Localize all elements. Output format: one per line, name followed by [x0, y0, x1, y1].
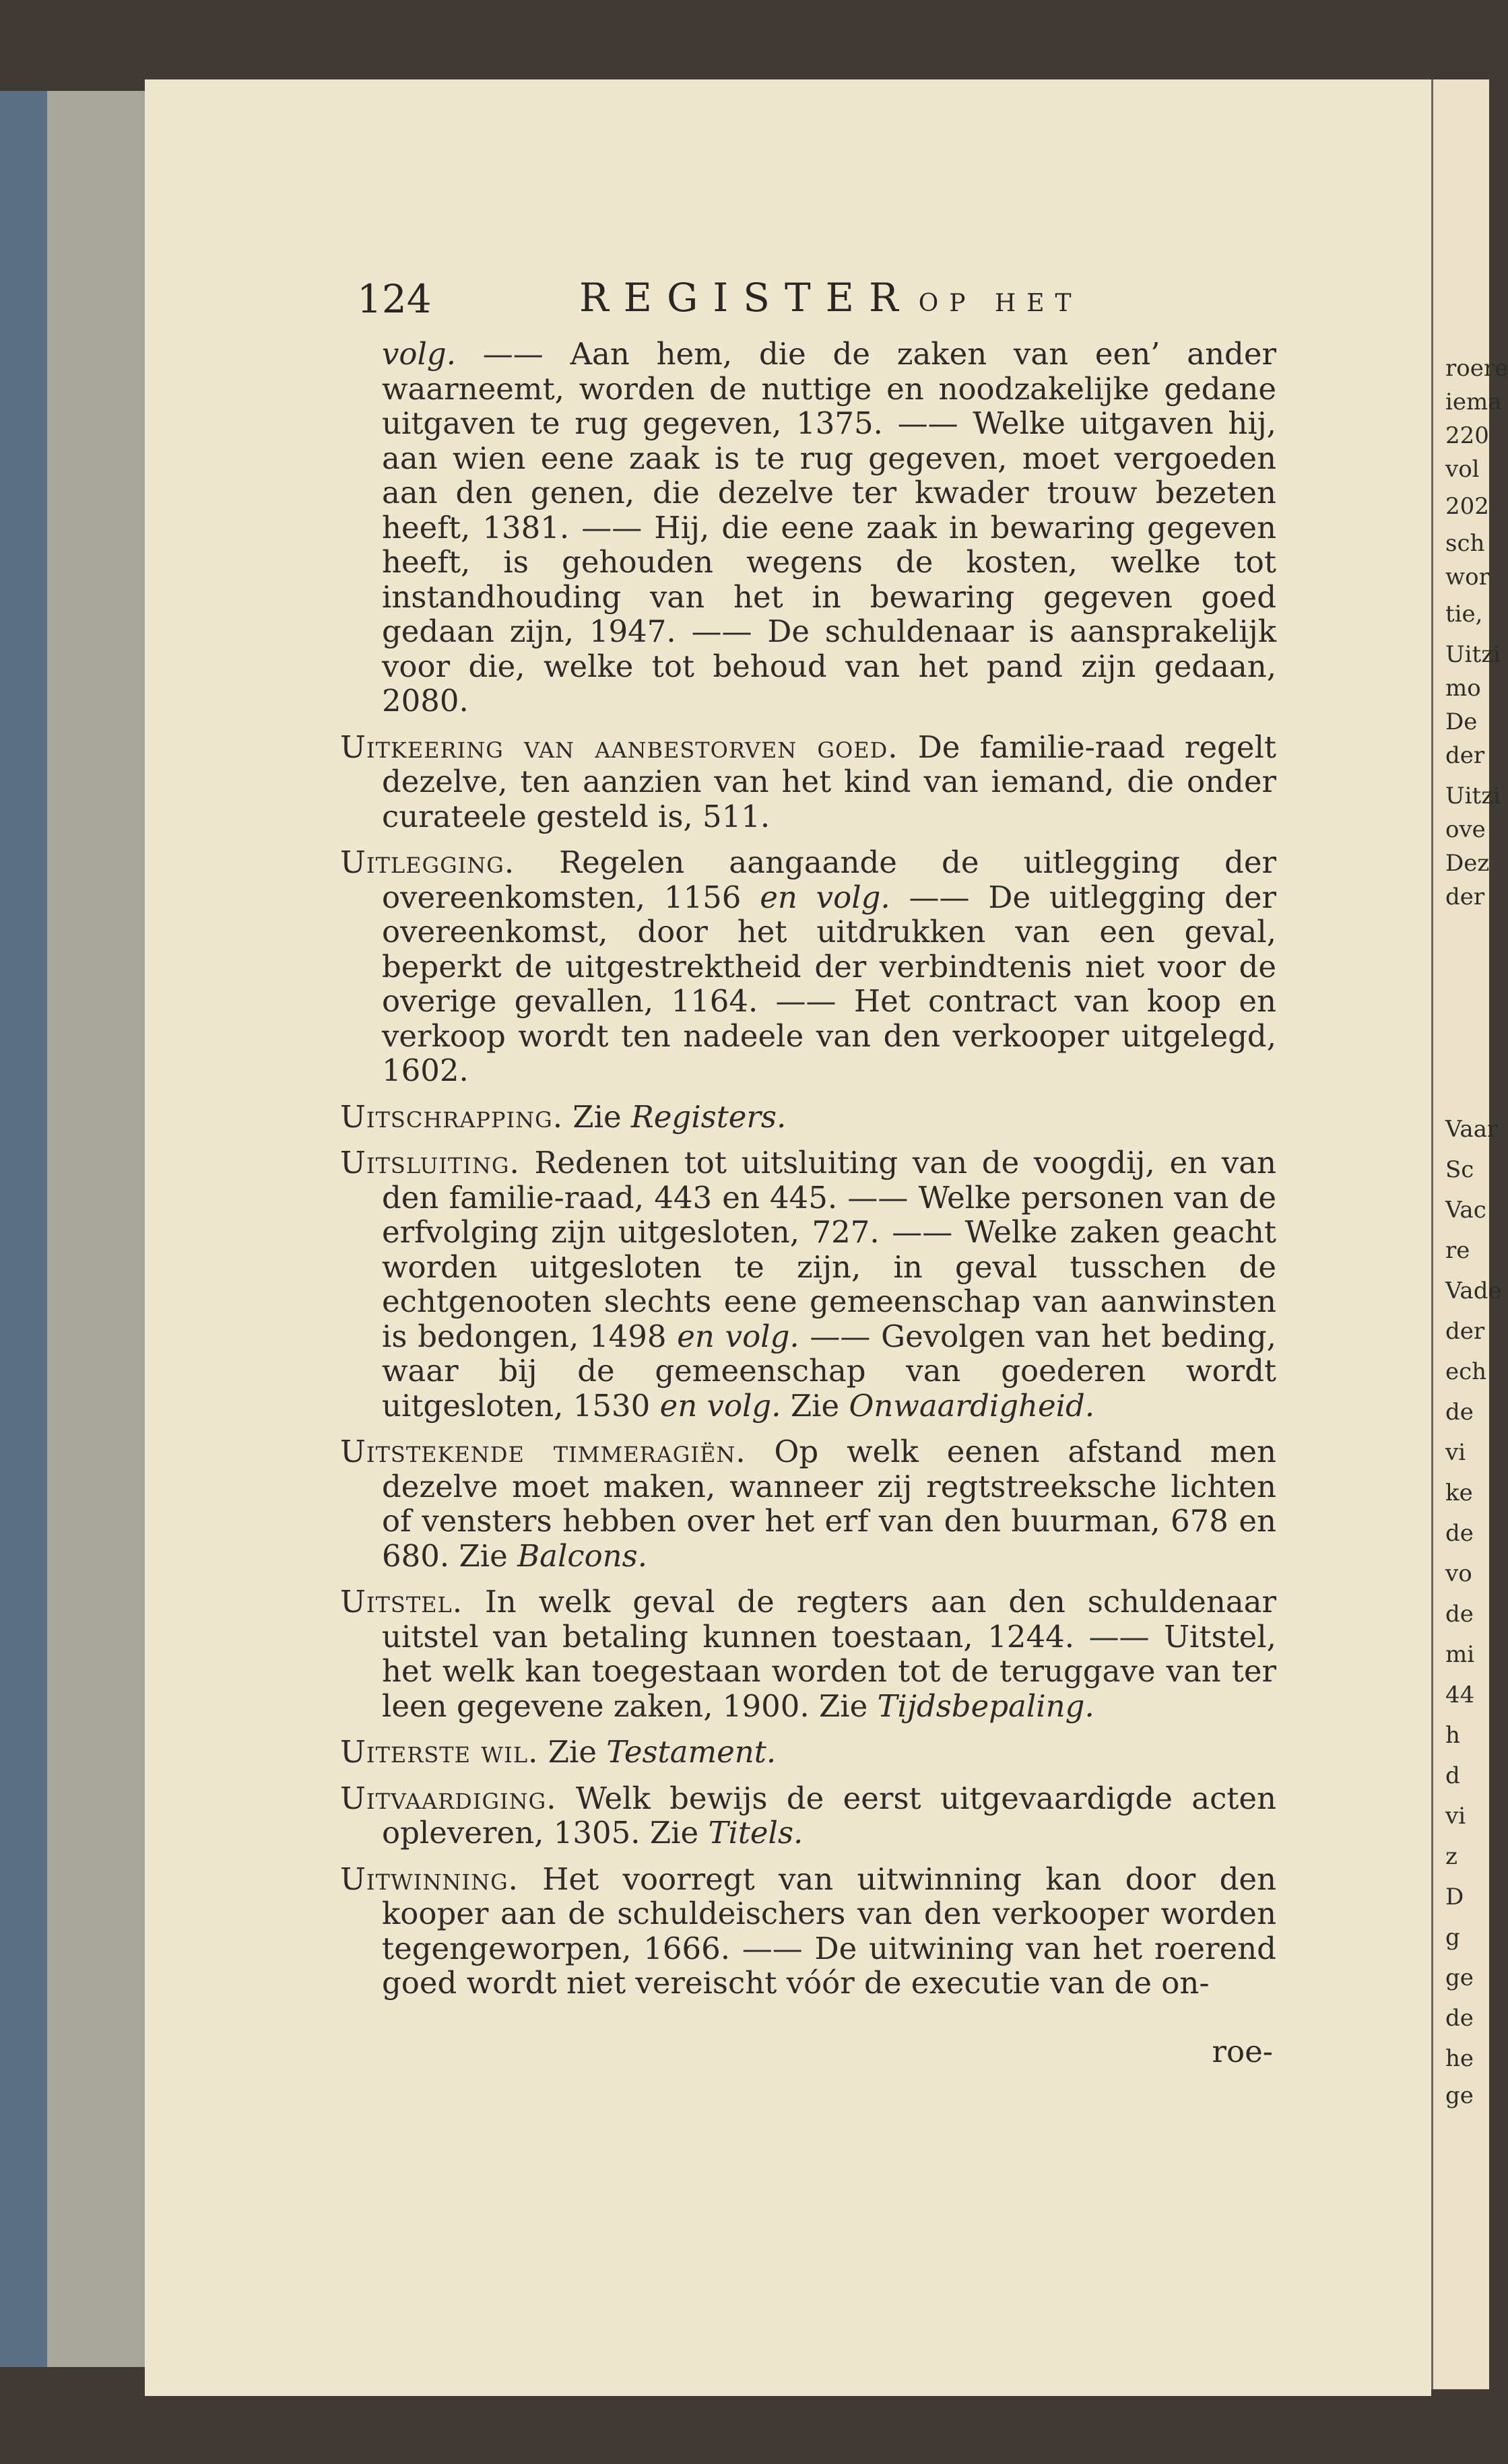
entry-italic-ref: volg. — [382, 336, 457, 372]
register-entry — [340, 1434, 1276, 1573]
facing-page-word: Sc — [1445, 1156, 1474, 1183]
entry-text: Welk bewijs de eerst uitgevaardigde acten opleveren, 1305. Zie — [382, 1780, 1276, 1851]
facing-page-word: ech — [1445, 1358, 1487, 1385]
running-title-main: REGISTER — [579, 275, 913, 321]
facing-page-word: de — [1445, 1399, 1474, 1426]
register-entry — [340, 1781, 1276, 1851]
facing-page-word: Vac — [1445, 1197, 1486, 1224]
entry-text: —— Gevolgen van het beding, waar bij de gemeenschap van goederen wordt uitgesloten, 1530 — [382, 1318, 1276, 1424]
facing-page-word: ge — [1445, 1964, 1474, 1991]
entry-text: Het voorregt van uitwinning kan door den kooper aan de schuldeischers van den verkooper worden tegengeworpen, 1666. —— De uitwining van het roerend goed wordt niet vereischt vóór de executie van de on- — [382, 1861, 1276, 2001]
facing-page-word: de — [1445, 2005, 1474, 2032]
facing-page-word: de — [1445, 1601, 1474, 1628]
facing-page-word: ove — [1445, 816, 1486, 843]
facing-page-word: der — [1445, 742, 1485, 769]
entry-italic-ref: Tijdsbepaling. — [877, 1688, 1094, 1724]
register-entry — [340, 1585, 1276, 1723]
entry-italic-ref: Testament. — [606, 1734, 777, 1770]
facing-page-word: der — [1445, 1318, 1485, 1345]
facing-page-word: Vade — [1445, 1277, 1502, 1304]
entry-heading: Uitkeering van aanbestorven goed. — [340, 729, 898, 765]
register-entry — [340, 1145, 1276, 1423]
entry-text: Op welk eenen afstand men dezelve moet maken, wanneer zij regtstreeksche lichten of vensters hebben over het erf van den buurman, 678 en 680. Zie — [382, 1434, 1276, 1574]
entry-italic-ref: Registers. — [630, 1098, 787, 1135]
facing-page-word: z — [1445, 1843, 1457, 1870]
register-entry — [340, 845, 1276, 1088]
entry-text: Zie — [781, 1387, 849, 1424]
entry-text: In welk geval de regters aan den schuldenaar uitstel van betaling kunnen toestaan, 1244. —— Uitstel, het welk kan toegestaan worden tot de teruggave van ter leen gegevene zaken, 1900. Zie — [382, 1584, 1276, 1724]
facing-page-word: vol — [1445, 456, 1480, 483]
facing-page-word: tie, — [1445, 601, 1483, 628]
facing-page-word: Dez — [1445, 850, 1490, 877]
facing-page-word: roere — [1445, 355, 1508, 382]
page-number: 124 — [357, 276, 432, 322]
facing-page-word: he — [1445, 2045, 1474, 2072]
entry-heading: Uitwinning. — [340, 1861, 519, 1897]
facing-page-word: 202 — [1445, 493, 1489, 520]
register-entry — [340, 730, 1276, 834]
entry-italic-ref: en volg. — [677, 1318, 799, 1354]
facing-page-word: d — [1445, 1762, 1460, 1789]
entry-text: Zie — [563, 1098, 631, 1135]
entry-italic-ref: Balcons. — [517, 1537, 648, 1574]
facing-page-word: re — [1445, 1237, 1470, 1264]
running-title-small: OP HET — [918, 290, 1082, 317]
facing-page-word: wor — [1445, 564, 1490, 591]
register-entry — [340, 337, 1276, 719]
facing-page-word: Uitzi — [1445, 783, 1501, 809]
register-entry — [340, 1735, 1276, 1770]
facing-page-word: ke — [1445, 1479, 1473, 1506]
entry-heading: Uitlegging. — [340, 844, 515, 880]
facing-page-word: Uitzi — [1445, 641, 1501, 668]
entry-text: Regelen aangaande de uitlegging der overeenkomsten, 1156 — [382, 844, 1276, 915]
entry-heading: Uitschrapping. — [340, 1098, 563, 1135]
facing-page-word: 44 — [1445, 1681, 1475, 1708]
register-entry — [340, 1862, 1276, 2001]
facing-page-word: D — [1445, 1884, 1464, 1910]
entry-text: —— Aan hem, die de zaken van een’ ander waarneemt, worden de nuttige en noodzakelijke gedane uitgaven te rug gegeven, 1375. —— Welke uitgaven hij, aan wien eene zaak is te rug gegeven, moet vergoeden aan den genen, die dezelve ter kwader trouw bezeten heeft, 1381. —— Hij, die eene zaak in bewaring gegeven heeft, is gehouden wegens de kosten, welke tot instandhouding van het in bewaring gegeven goed gedaan zijn, 1947. —— De schuldenaar is aansprakelijk voor die, welke tot behoud van het pand zijn gedaan, 2080. — [382, 336, 1276, 719]
facing-page-word: vi — [1445, 1803, 1466, 1830]
entry-text: —— De uitlegging der overeenkomst, door het uitdrukken van een geval, beperkt de uitgestrektheid der verbindtenis niet voor de overige gevallen, 1164. —— Het contract van koop en verkoop wordt ten nadeele van den verkooper uitgelegd, 1602. — [382, 879, 1277, 1088]
cover-edge — [0, 91, 47, 2367]
entry-italic-ref: Onwaardigheid. — [849, 1387, 1095, 1424]
register-entry — [340, 1100, 1276, 1135]
entry-italic-ref: Titels. — [708, 1815, 804, 1851]
running-title — [579, 275, 1082, 321]
entry-heading: Uitvaardiging. — [340, 1780, 557, 1816]
entry-heading: Uiterste wil. — [340, 1734, 539, 1770]
register-entries — [340, 337, 1276, 2012]
facing-page-word: ge — [1445, 2082, 1474, 2109]
entry-heading: Uitstel. — [340, 1584, 463, 1620]
entry-text: De familie-raad regelt dezelve, ten aanzien van het kind van iemand, die onder curateele gesteld is, 511. — [382, 729, 1276, 834]
facing-page-word: vi — [1445, 1439, 1466, 1466]
entry-text: Zie — [538, 1734, 607, 1770]
facing-page-word: Vaar — [1445, 1116, 1499, 1143]
facing-page-word: mi — [1445, 1641, 1475, 1668]
entry-text: Redenen tot uitsluiting van de voogdij, en van den familie-raad, 443 en 445. —— Welke personen van de erfvolging zijn uitgesloten, 727. —— Welke zaken geacht worden uitgesloten te zijn, in geval tusschen de echtgenooten slechts eene gemeenschap van aanwinsten is bedongen, 1498 — [382, 1145, 1276, 1354]
facing-page-word: vo — [1445, 1560, 1472, 1587]
facing-page-word: h — [1445, 1722, 1460, 1749]
facing-page-word: De — [1445, 708, 1478, 735]
facing-page-word: iema — [1445, 389, 1502, 415]
entry-heading: Uitsluiting. — [340, 1145, 520, 1180]
facing-page-word: de — [1445, 1520, 1474, 1547]
facing-page-word: mo — [1445, 675, 1481, 702]
page-header — [357, 275, 1300, 329]
facing-page-word: 220 — [1445, 422, 1489, 449]
facing-page-word: der — [1445, 884, 1485, 910]
entry-italic-ref: en volg. — [659, 1387, 781, 1424]
catchword: roe- — [1212, 2034, 1273, 2069]
entry-italic-ref: en volg. — [760, 879, 890, 915]
facing-page-word: g — [1445, 1924, 1460, 1951]
entry-heading: Uitstekende timmeragiën. — [340, 1434, 746, 1469]
facing-page-word: sch — [1445, 530, 1485, 557]
